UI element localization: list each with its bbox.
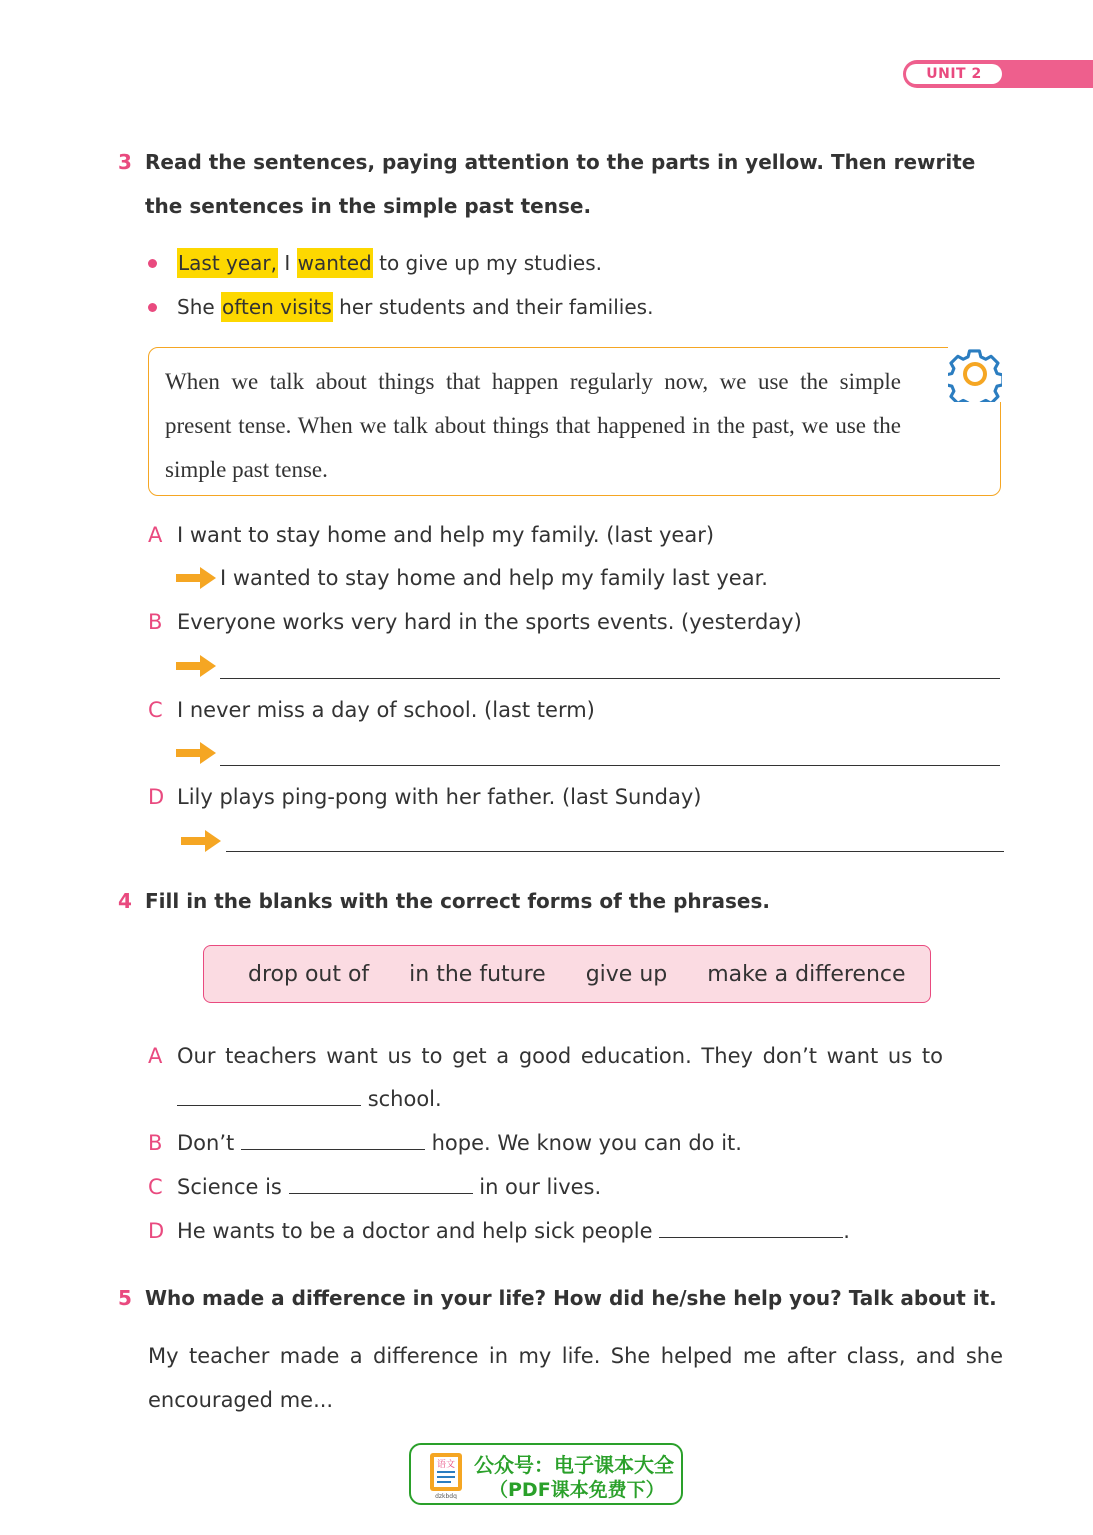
sentence-text: to give up my studies.	[372, 251, 602, 275]
exercise-number: 3	[118, 150, 132, 174]
item-text: I never miss a day of school. (last term)	[177, 698, 595, 722]
item-letter: A	[148, 523, 163, 547]
blank-field[interactable]	[177, 1085, 361, 1106]
unit-label: UNIT 2	[926, 66, 982, 82]
book-icon	[425, 1451, 467, 1499]
item-text: Everyone works very hard in the sports events. (yesterday)	[177, 610, 802, 634]
exercise-number: 5	[118, 1286, 132, 1310]
rewrite-item-b	[148, 607, 802, 637]
exercise-title: Who made a difference in your life? How did he/she help you? Talk about it.	[145, 1286, 997, 1310]
item-letter: B	[148, 610, 163, 634]
fill-item-a	[148, 1041, 958, 1071]
arrow-right-icon	[176, 742, 216, 764]
item-text: He wants to be a doctor and help sick people	[177, 1219, 653, 1243]
unit-tab	[906, 64, 1002, 84]
example-sentence-2	[148, 292, 653, 322]
example-sentence-1	[148, 248, 602, 278]
rewrite-item-c	[148, 695, 595, 725]
sample-talk-text: My teacher made a difference in my life. She helped me after class, and she encouraged me...	[148, 1344, 1003, 1412]
sentence-text: She	[177, 295, 222, 319]
phrase-item: drop out of	[248, 961, 370, 987]
blank-field[interactable]	[289, 1173, 473, 1194]
item-letter: C	[148, 1175, 163, 1199]
grammar-tip-box	[148, 347, 1001, 496]
answer-line[interactable]	[220, 678, 1000, 679]
highlight: wanted	[297, 248, 373, 278]
footer-line-1: 公众号：电子课本大全	[474, 1453, 674, 1477]
sentence-text: I	[278, 251, 297, 275]
rewrite-item-a	[148, 520, 714, 550]
answer-row-a	[176, 563, 768, 593]
answer-row-d	[181, 826, 225, 856]
book-icon-caption: dzkbdq	[435, 1493, 457, 1499]
exercise-number: 4	[118, 889, 132, 913]
fill-item-c	[148, 1172, 601, 1202]
item-text: in our lives.	[479, 1175, 602, 1199]
item-text: Science is	[177, 1175, 282, 1199]
item-text: Don’t	[177, 1131, 235, 1155]
item-letter: B	[148, 1131, 163, 1155]
exercise-title: Read the sentences, paying attention to the parts in yellow. Then rewrite the sentences in the simple past tense.	[145, 150, 976, 218]
gear-icon	[948, 346, 1002, 402]
fill-item-d	[148, 1216, 850, 1246]
phrase-item: make a difference	[707, 961, 906, 987]
blank-field[interactable]	[659, 1217, 843, 1238]
bullet-dot	[148, 259, 157, 268]
answer-line[interactable]	[220, 765, 1000, 766]
exercise-5-heading	[118, 1276, 1008, 1320]
exercise-4-heading	[118, 879, 1008, 923]
exercise-title: Fill in the blanks with the correct forms of the phrases.	[145, 889, 770, 913]
fill-item-a-continued	[177, 1084, 442, 1114]
item-letter: D	[148, 1219, 165, 1243]
fill-item-b	[148, 1128, 742, 1158]
arrow-right-icon	[176, 655, 216, 677]
phrase-item: give up	[585, 961, 668, 987]
exercise-3-heading	[118, 140, 1008, 228]
item-text: Lily plays ping-pong with her father. (last Sunday)	[177, 785, 702, 809]
item-text: hope. We know you can do it.	[431, 1131, 742, 1155]
answer-row-c	[176, 738, 220, 768]
item-letter: A	[148, 1044, 163, 1068]
answer-row-b	[176, 651, 220, 681]
footer-line-2: （PDF课本免费下）	[489, 1479, 665, 1501]
item-letter: D	[148, 785, 165, 809]
phrase-item: in the future	[409, 961, 546, 987]
highlight: often visits	[221, 292, 333, 322]
highlight: Last year,	[177, 248, 278, 278]
grammar-tip-text: When we talk about things that happen regularly now, we use the simple present tense. When we talk about things that happened in the past, we use the simple past tense.	[165, 369, 901, 482]
rewrite-item-d	[148, 782, 702, 812]
blank-field[interactable]	[241, 1129, 425, 1150]
item-text: Our teachers want us to get a good education. They don’t want us to	[177, 1044, 943, 1068]
phrase-bank	[203, 945, 931, 1003]
book-icon-label: 语文	[436, 1460, 456, 1470]
item-text: .	[843, 1219, 850, 1243]
sample-answer: I wanted to stay home and help my family last year.	[220, 566, 768, 590]
arrow-right-icon	[176, 567, 216, 589]
item-text: I want to stay home and help my family. (last year)	[177, 523, 715, 547]
item-letter: C	[148, 698, 163, 722]
bullet-dot	[148, 303, 157, 312]
footer-watermark-badge	[409, 1443, 683, 1505]
arrow-right-icon	[181, 830, 221, 852]
item-text: school.	[367, 1087, 442, 1111]
answer-line[interactable]	[226, 851, 1004, 852]
sentence-text: her students and their families.	[332, 295, 654, 319]
